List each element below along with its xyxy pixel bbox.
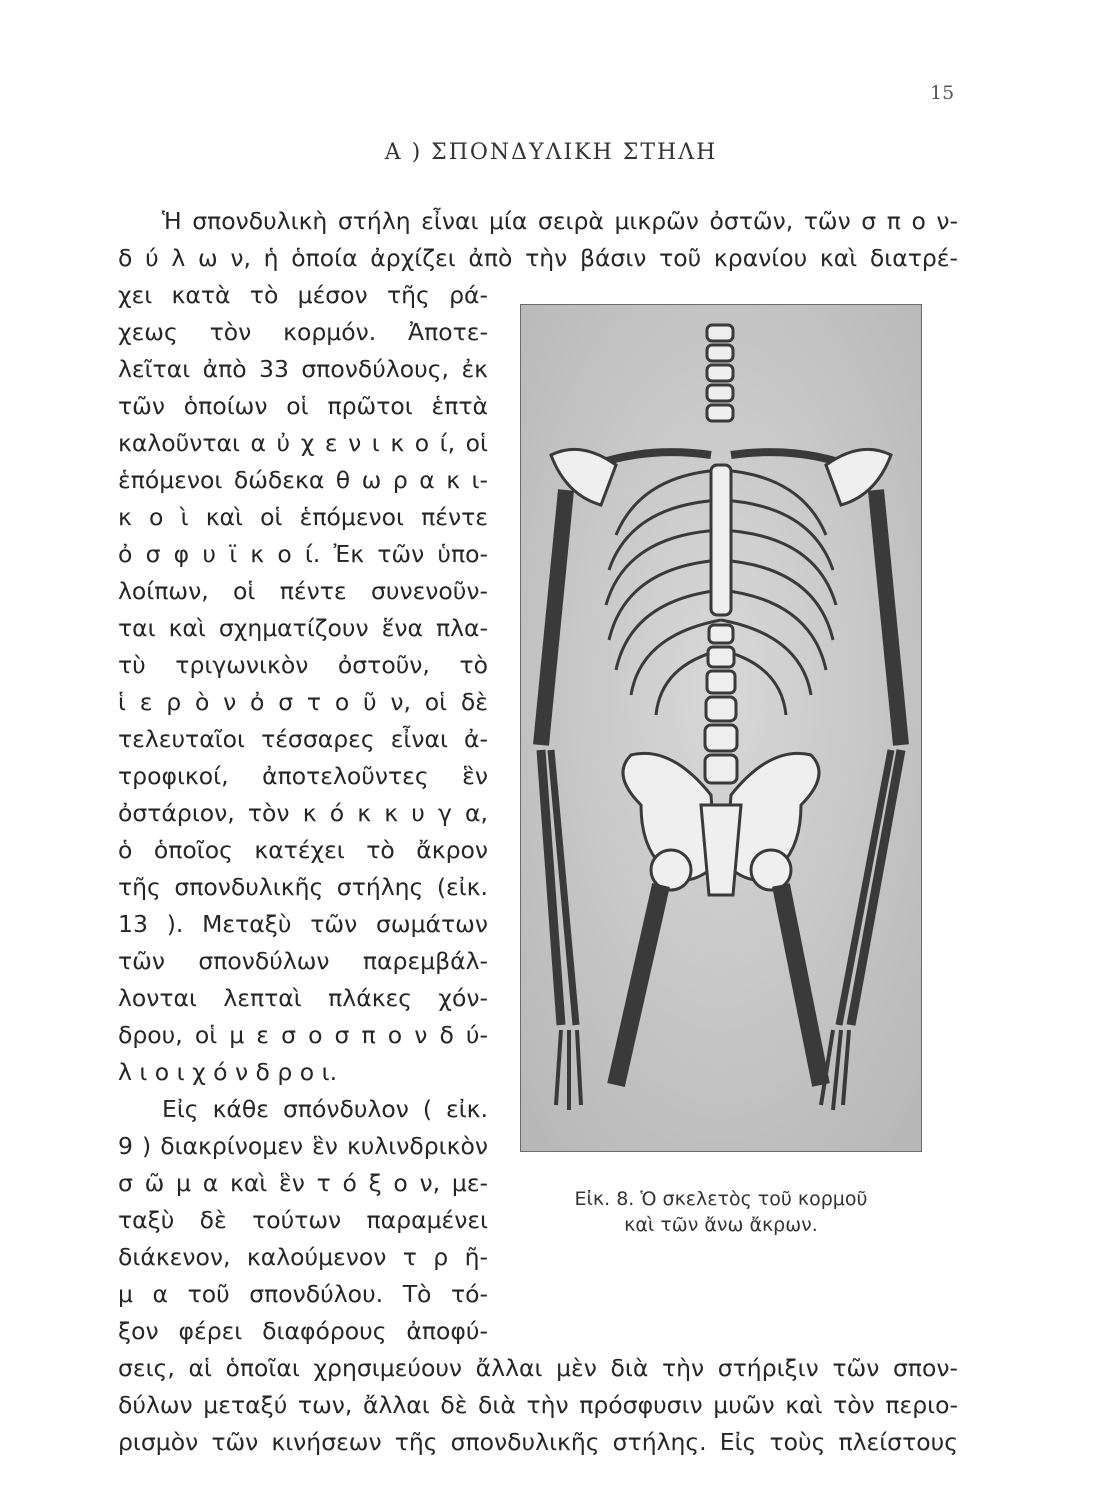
text-line: σεις, αἱ ὁποῖαι χρησιμεύουν ἄλλαι μὲν διὰ τὴν στήριξιν τῶν σπον- (118, 1354, 958, 1382)
text-line: τῆς σπονδυλικῆς στήλης (εἰκ. (118, 873, 488, 901)
text-line: μ α τοῦ σπονδύλου. Τὸ τό- (118, 1280, 488, 1308)
text-line: δ ύ λ ω ν, ἡ ὁποία ἀρχίζει ἀπὸ τὴν βάσιν τοῦ κρανίου καὶ διατρέ- (118, 244, 958, 272)
text-line: ρισμὸν τῶν κινήσεων τῆς σπονδυλικῆς στήλης. Εἰς τοὺς πλείστους (118, 1428, 958, 1456)
text-line: 9 ) διακρίνομεν ἓν κυλινδρικὸν (118, 1132, 488, 1160)
text-line: ὁ ὁποῖος κατέχει τὸ ἄκρον (118, 836, 488, 864)
text-line: δρου, οἱ μ ε σ ο σ π ο ν δ ύ- (118, 1021, 488, 1049)
text-line: λονται λεπταὶ πλάκες χόν- (118, 984, 488, 1012)
text-line: λεῖται ἀπὸ 33 σπονδύλους, ἐκ (118, 355, 488, 383)
text-line: τῶν ὁποίων οἱ πρῶτοι ἑπτὰ (118, 392, 488, 420)
text-line: λ ι ο ι χ ό ν δ ρ ο ι. (118, 1058, 338, 1086)
page-number: 15 (930, 82, 955, 104)
skeleton-illustration (521, 305, 921, 1151)
section-heading: Α ) ΣΠΟΝΔΥΛΙΚΗ ΣΤΗΛΗ (384, 140, 718, 165)
text-line: τελευταῖοι τέσσαρες εἶναι ἀ- (118, 725, 488, 753)
text-line: ἑπόμενοι δώδεκα θ ω ρ α κ ι- (118, 466, 488, 494)
text-line: καλοῦνται α ὐ χ ε ν ι κ ο ί, οἱ (118, 429, 488, 457)
figure-caption-line2: καὶ τῶν ἄνω ἄκρων. (624, 1214, 818, 1236)
text-line: σ ῶ μ α καὶ ἓν τ ό ξ ο ν, με- (118, 1169, 488, 1197)
text-line: ὀ σ φ υ ϊ κ ο ί. Ἐκ τῶν ὑπο- (118, 540, 488, 568)
text-line: ταξὺ δὲ τούτων παραμένει (118, 1206, 488, 1234)
text-line: χει κατὰ τὸ μέσον τῆς ρά- (118, 281, 488, 309)
text-line: ὀστάριον, τὸν κ ό κ κ υ γ α, (118, 799, 488, 827)
text-line: ξον φέρει διαφόρους ἀποφύ- (118, 1317, 488, 1345)
text-line: 13 ). Μεταξὺ τῶν σωμάτων (118, 910, 488, 938)
text-line: κ ο ὶ καὶ οἱ ἑπόμενοι πέντε (118, 503, 488, 531)
text-line: ἱ ε ρ ὸ ν ὀ σ τ ο ῦ ν, οἱ δὲ (118, 688, 488, 716)
text-line: τὺ τριγωνικὸν ὀστοῦν, τὸ (118, 651, 488, 679)
text-line: τροφικοί, ἀποτελοῦντες ἓν (118, 762, 488, 790)
text-line: λοίπων, οἱ πέντε συνενοῦν- (118, 577, 488, 605)
text-line: δύλων μεταξύ των, ἄλλαι δὲ διὰ τὴν πρόσφυσιν μυῶν καὶ τὸν περιο- (118, 1391, 958, 1419)
skeleton-figure (520, 304, 922, 1152)
text-line: χεως τὸν κορμόν. Ἀποτε- (118, 318, 488, 346)
text-line: Ἡ σπονδυλικὴ στήλη εἶναι μία σειρὰ μικρῶν ὀστῶν, τῶν σ π ο ν- (162, 207, 958, 235)
text-line: Εἰς κάθε σπόνδυλον ( εἰκ. (162, 1095, 488, 1123)
text-line: ται καὶ σχηματίζουν ἕνα πλα- (118, 614, 488, 642)
text-line: διάκενον, καλούμενον τ ρ ῆ- (118, 1243, 488, 1271)
figure-caption-line1: Εἰκ. 8. Ὁ σκελετὸς τοῦ κορμοῦ (574, 1188, 868, 1210)
text-line: τῶν σπονδύλων παρεμβάλ- (118, 947, 488, 975)
